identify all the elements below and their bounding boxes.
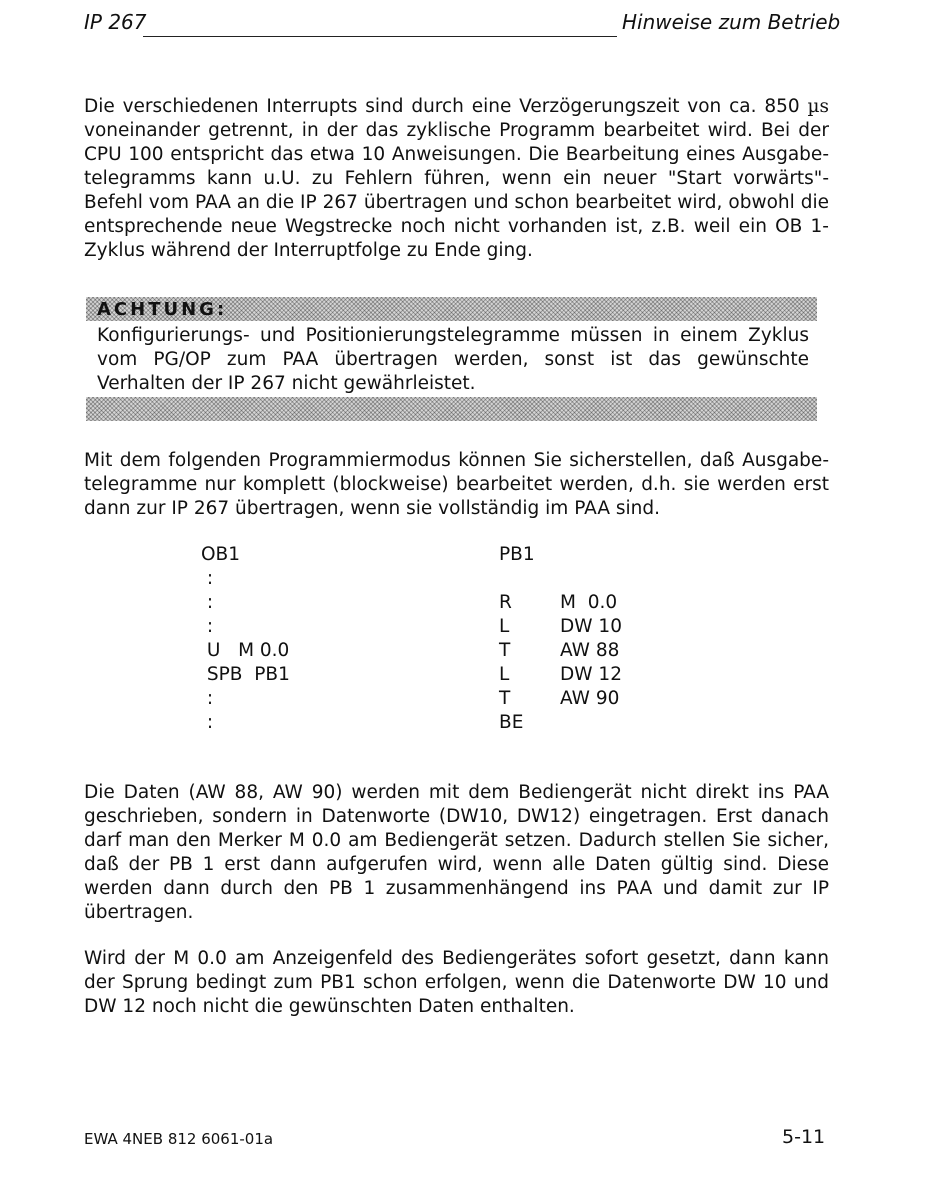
code-pb1-op: T [499,688,511,709]
code-pb1-op: L [499,616,510,637]
code-pb1-op: R [499,592,512,613]
code-ob1-line: U M 0.0 [201,640,290,661]
paragraph-data-words: Die Daten (AW 88, AW 90) werden mit dem Bediengerät nicht direkt ins PAA geschrieben, sondern in Datenworte (DW10, DW12) eingetragen. Erst danach darf man den Merker M 0.0 am Bediengerät setzen. Dadurch stellen Sie sicher, daß der PB 1 erst dann aufgerufen wird, wenn alle Daten gültig sind. Diese werden dann durch den PB 1 zusammenhängend ins PAA und damit zur IP übertragen. [84,782,829,923]
code-ob1-line: : [201,712,214,733]
warning-text: Konfigurierungs- und Positionierungstelegramme müssen in einem Zyklus vom PG/OP zum PAA übertragen werden, sonst ist das gewünschte Verhalten der IP 267 nicht gewährleistet. [97,325,809,394]
code-ob1-line: : [201,568,214,589]
header-section-title: Hinweise zum Betrieb [622,10,841,34]
header-device-label: IP 267 [84,10,147,34]
code-pb1-arg: AW 88 [560,640,620,661]
footer-document-number: EWA 4NEB 812 6061-01a [84,1130,274,1148]
paragraph-jump-condition: Wird der M 0.0 am Anzeigenfeld des Bediengerätes sofort gesetzt, dann kann der Sprung bedingt zum PB1 schon erfolgen, wenn die Datenworte DW 10 und DW 12 noch nicht die gewünschten Daten enthalten. [84,948,829,1017]
code-ob1-line: OB1 [201,544,241,565]
footer-page-number: 5-11 [782,1126,826,1148]
code-pb1-arg: DW 10 [560,616,622,637]
code-pb1-op: L [499,664,510,685]
paragraph-interrupts: Die verschiedenen Interrupts sind durch eine Verzögerungszeit von ca. 850 µs voneinander getrennt, in der das zyklische Programm bearbeitet wird. Bei der CPU 100 entspricht das etwa 10 Anweisungen. Die Bearbeitung eines Ausgabetelegramms kann u.U. zu Fehlern führen, wenn ein neuer "Start vorwärts"-Befehl vom PAA an die IP 267 übertragen und schon bearbeitet wird, obwohl die entsprechende neue Wegstrecke noch nicht vorhanden ist, z.B. weil ein OB 1-Zyklus während der Interruptfolge zu Ende ging. [84,96,829,261]
code-ob1-line: : [201,688,214,709]
code-pb1-arg: M 0.0 [560,592,618,613]
code-pb1-op: BE [499,712,524,733]
code-pb1-arg: AW 90 [560,688,620,709]
unit-microseconds: µs [807,96,829,117]
warning-title: ACHTUNG: [97,299,228,320]
paragraph-programming-mode: Mit dem folgenden Programmiermodus können Sie sicherstellen, daß Ausgabetelegramme nur komplett (blockweise) bearbeitet werden, d.h. sie werden erst dann zur IP 267 übertragen, wenn sie vollständig im PAA sind. [84,450,829,519]
code-pb1-arg: DW 12 [560,664,622,685]
header-rule [143,36,617,37]
code-ob1-line: : [201,592,214,613]
code-ob1-line: : [201,616,214,637]
code-pb1-op: T [499,640,511,661]
warning-footer-band [86,397,817,421]
code-ob1-line: SPB PB1 [201,664,290,685]
code-pb1-op: PB1 [499,544,535,565]
